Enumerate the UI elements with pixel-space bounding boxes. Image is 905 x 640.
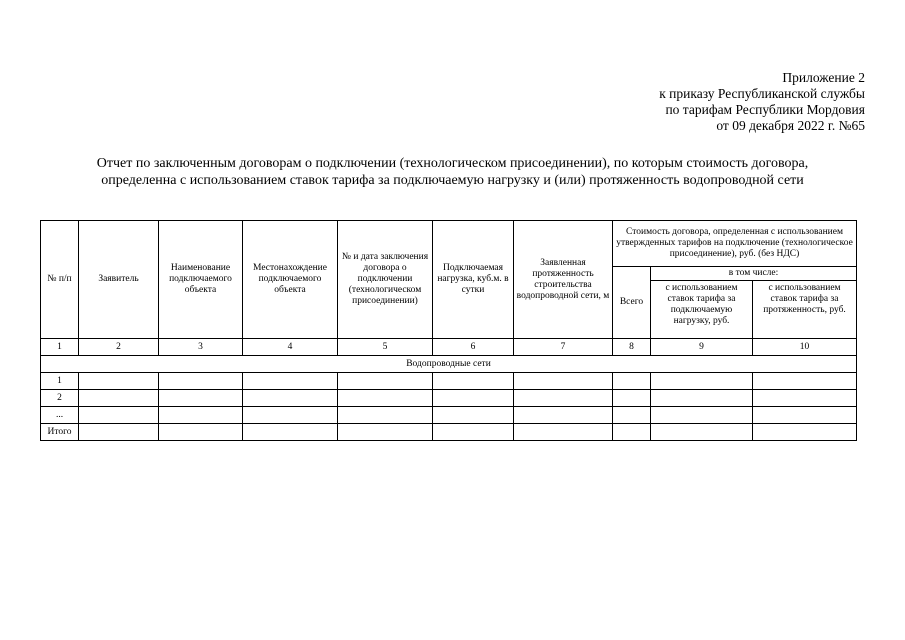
header-object-location: Местонахождение подключаемого объекта [243, 221, 338, 339]
table-cell [433, 390, 514, 407]
table-cell [514, 390, 613, 407]
column-number: 2 [79, 339, 159, 356]
table-cell [243, 390, 338, 407]
table-cell [651, 424, 753, 441]
row-label: 2 [41, 390, 79, 407]
table-cell [433, 407, 514, 424]
column-number: 8 [613, 339, 651, 356]
header-applicant: Заявитель [79, 221, 159, 339]
table-cell [243, 373, 338, 390]
table-cell [753, 373, 857, 390]
table-cell [79, 373, 159, 390]
table-cell [514, 407, 613, 424]
header-by-length: с использованием ставок тарифа за протяженность, руб. [753, 281, 857, 339]
table-cell [753, 407, 857, 424]
table-cell [338, 424, 433, 441]
table-cell [651, 407, 753, 424]
header-object-name: Наименование подключаемого объекта [159, 221, 243, 339]
total-row [41, 424, 857, 441]
header-contract: № и дата заключения договора о подключении (технологическом присоединении) [338, 221, 433, 339]
table-cell [159, 373, 243, 390]
table-cell [613, 424, 651, 441]
appendix-line: Приложение 2 [782, 70, 865, 85]
table-cell [651, 390, 753, 407]
section-row [41, 356, 857, 373]
appendix-line: к приказу Республиканской службы [659, 86, 865, 101]
table-row [41, 407, 857, 424]
table-cell [514, 424, 613, 441]
appendix-line: по тарифам Республики Мордовия [665, 102, 865, 117]
row-label: 1 [41, 373, 79, 390]
header-num: № п/п [41, 221, 79, 339]
table-cell [753, 424, 857, 441]
column-number: 1 [41, 339, 79, 356]
row-label: ... [41, 407, 79, 424]
column-number: 4 [243, 339, 338, 356]
table-cell [433, 424, 514, 441]
header-load: Подключаемая нагрузка, куб.м. в сутки [433, 221, 514, 339]
table-cell [613, 407, 651, 424]
header-cost-group: Стоимость договора, определенная с использованием утвержденных тарифов на подключение (технологическое присоединение), руб. (без НДС) [613, 221, 857, 267]
table-cell [753, 390, 857, 407]
table-cell [159, 424, 243, 441]
table-row [41, 373, 857, 390]
table-cell [79, 407, 159, 424]
table-cell [243, 407, 338, 424]
report-title-line: Отчет по заключенным договорам о подключении (технологическом присоединении), по которым стоимость договора, [96, 156, 809, 171]
row-label: Итого [41, 424, 79, 441]
header-total: Всего [613, 267, 651, 339]
section-label: Водопроводные сети [41, 356, 857, 373]
column-number-row [41, 339, 857, 356]
table-cell [159, 390, 243, 407]
table-cell [338, 390, 433, 407]
column-number: 9 [651, 339, 753, 356]
report-title-line: определенна с использованием ставок тарифа за подключаемую нагрузку и (или) протяженность водопроводной сети [101, 173, 804, 188]
column-number: 3 [159, 339, 243, 356]
table-cell [338, 407, 433, 424]
report-title [40, 155, 865, 189]
column-number: 10 [753, 339, 857, 356]
table-cell [79, 390, 159, 407]
table-row [41, 390, 857, 407]
table-cell [514, 373, 613, 390]
header-by-load: с использованием ставок тарифа за подключаемую нагрузку, руб. [651, 281, 753, 339]
report-table [40, 220, 857, 441]
table-cell [243, 424, 338, 441]
column-number: 6 [433, 339, 514, 356]
table-cell [613, 390, 651, 407]
table-cell [613, 373, 651, 390]
table-cell [79, 424, 159, 441]
header-length: Заявленная протяженность строительства водопроводной сети, м [514, 221, 613, 339]
table-cell [651, 373, 753, 390]
table-cell [433, 373, 514, 390]
header-including: в том числе: [651, 267, 857, 281]
appendix-line: от 09 декабря 2022 г. №65 [716, 118, 865, 133]
table-cell [338, 373, 433, 390]
column-number: 7 [514, 339, 613, 356]
table-cell [159, 407, 243, 424]
column-number: 5 [338, 339, 433, 356]
appendix-block [659, 70, 865, 134]
